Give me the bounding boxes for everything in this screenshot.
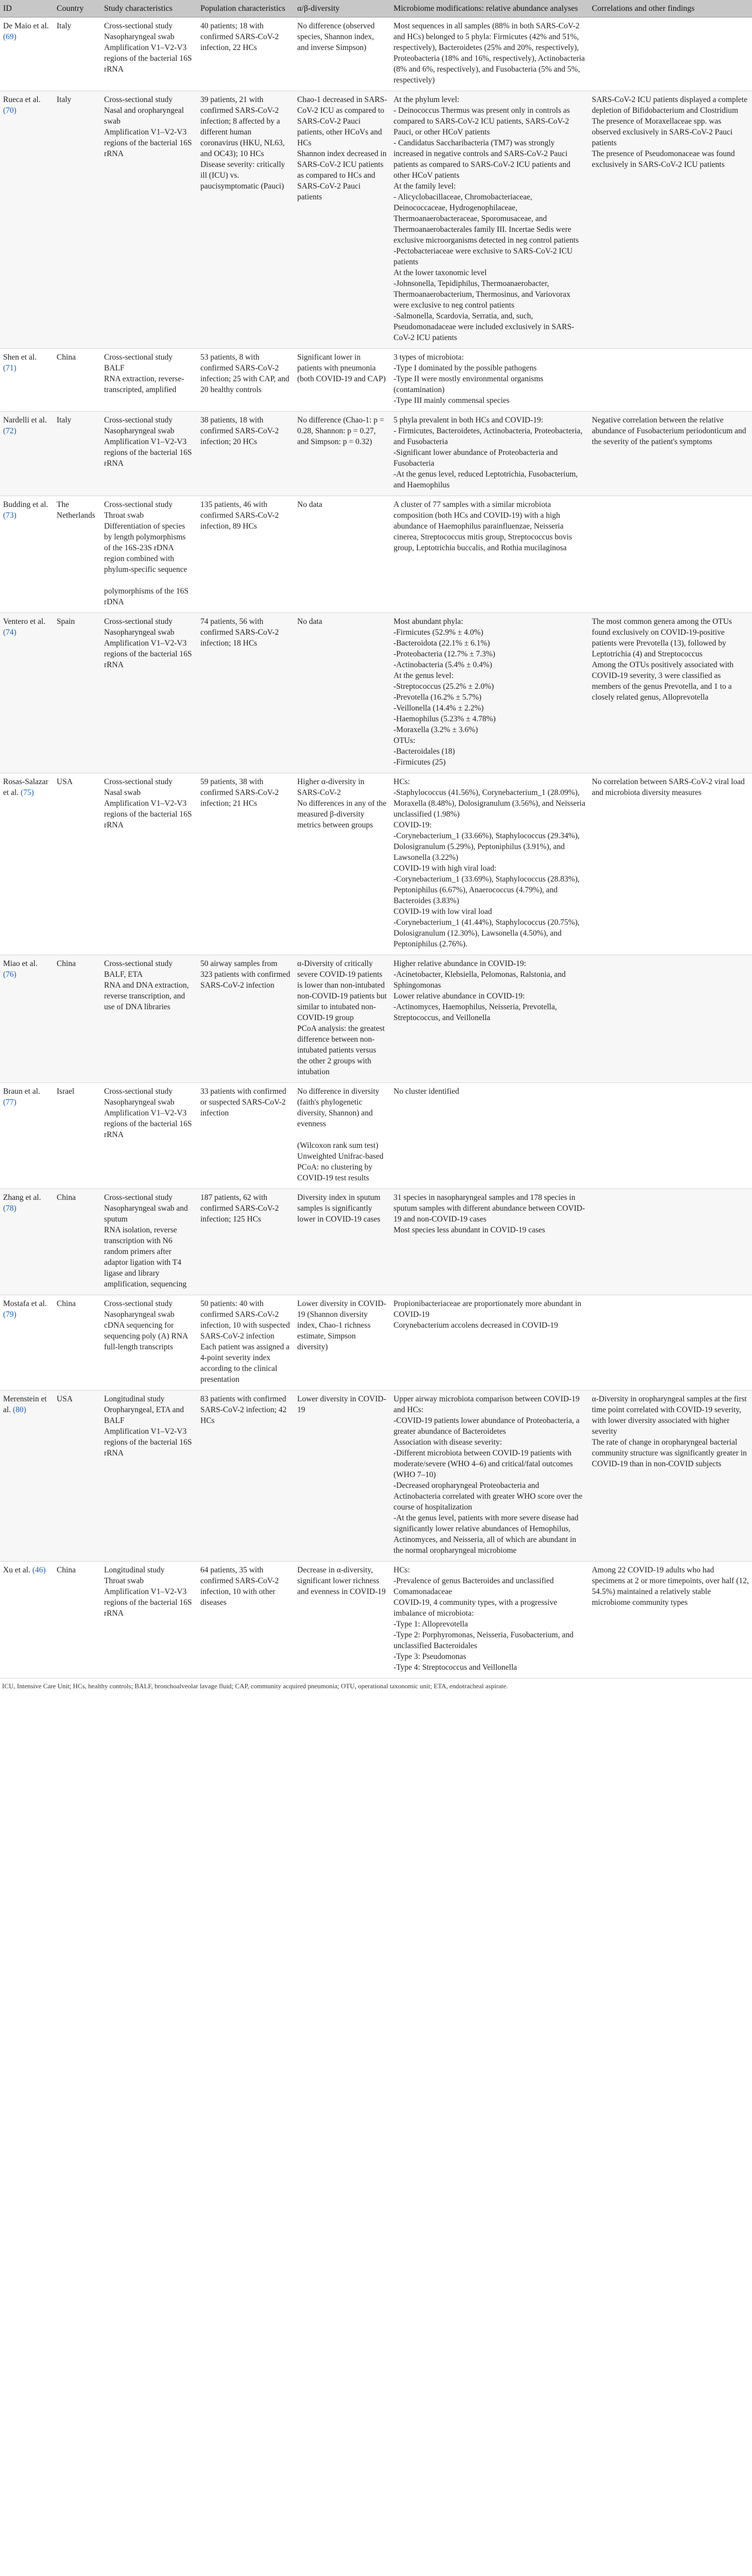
cell-correlations [589,1083,752,1189]
diversity-line: Lower diversity in COVID-19 (Shannon diversity index, Chao-1 richness estimate, Simpson diversity) [297,1299,386,1351]
cell-study [101,955,197,1083]
study-line: Oropharyngeal, ETA and BALF [104,1405,184,1425]
microbiome-line: At the lower taxonomic level [394,268,487,277]
cell-id [0,349,54,412]
study-line: Amplification V1–V2-V3 regions of the bacterial 16S rRNA [104,1427,192,1458]
cell-population [197,496,294,613]
cell-study [101,1083,197,1189]
table-row [0,91,752,349]
cell-population [197,773,294,955]
study-line: Longitudinal study [104,1566,165,1574]
study-line: Cross-sectional study [104,416,173,425]
cell-diversity [294,1562,390,1679]
microbiome-line: HCs: [394,1566,410,1574]
microbiome-line: -Bacteroidota (22.1% ± 6.1%) [394,639,490,648]
correlations-line: The most common genera among the OTUs found exclusively on COVID-19-positive patients were Prevotella (13), followed by Leptotrichia (4) and Streptococcus [592,617,732,658]
table-row [0,18,752,91]
cell-study [101,1391,197,1562]
study-line: cDNA sequencing for sequencing poly (A) RNA full-length transcripts [104,1321,188,1351]
diversity-line: Diversity index in sputum samples is significantly lower in COVID-19 cases [297,1193,381,1224]
microbiome-line: -Actinomyces, Haemophilus, Neisseria, Prevotella, Streptococcus, and Veillonella [394,1003,557,1022]
header-study: Study characteristics [101,0,197,18]
study-line: Amplification V1–V2-V3 regions of the bacterial 16S rRNA [104,43,192,74]
cell-correlations [589,773,752,955]
cell-correlations [589,613,752,773]
study-line: Longitudinal study [104,1395,165,1403]
microbiome-line: - Firmicutes, Bacteroidetes, Actinobacteria, Proteobacteria, and Fusobacteria [394,427,583,446]
header-diversity: α/β-diversity [294,0,390,18]
table-body [0,18,752,1679]
population-line: 40 patients; 18 with confirmed SARS-CoV-2 infection, 22 HCs [200,22,279,52]
study-line: Nasopharyngeal swab [104,628,175,637]
diversity-line [297,1129,387,1140]
cell-correlations [589,1391,752,1562]
study-line: Differentiation of species by length polymorphisms of the 16S-23S rDNA region combined with phylum-specific sequence [104,522,187,574]
header-country: Country [54,0,101,18]
microbiome-line: -Staphylococcus (41.56%), Corynebacterium_1 (28.09%), Moraxella (8.48%), Dolosigranulum (3.56%), and Neisseria unclassified (1.98%) [394,788,586,819]
study-line: Amplification V1–V2-V3 regions of the bacterial 16S rRNA [104,1587,192,1618]
study-id: Braun et al. [3,1087,40,1096]
study-line: Nasopharyngeal swab [104,427,175,435]
microbiome-line: -Prevalence of genus Bacteroides and unclassified Comamonadaceae [394,1577,554,1596]
cell-country: Israel [54,1083,101,1189]
cell-population [197,412,294,496]
cell-microbiome [390,412,589,496]
cell-id [0,955,54,1083]
microbiome-line: Propionibacteriaceae are proportionately more abundant in COVID-19 [394,1299,582,1319]
cell-diversity [294,1189,390,1295]
study-line: Nasopharyngeal swab [104,1098,175,1107]
microbiome-line: -Type 2: Porphyromonas, Neisseria, Fusobacterium, and unclassified Bacteroidales [394,1631,574,1650]
correlations-line: The presence of Moraxellaceae spp. was observed exclusively in SARS-CoV-2 Pauci patients [592,117,733,147]
cell-country: China [54,1189,101,1295]
diversity-line: Decrease in α-diversity, significant lower richness and evenness in COVID-19 [297,1566,386,1596]
correlations-line: α-Diversity in oropharyngeal samples at the first time point correlated with COVID-19 severity, with lower diversity associated with higher severity [592,1395,747,1436]
microbiome-line: At the family level: [394,182,456,191]
cell-microbiome [390,91,589,349]
microbiome-line: -Bacteroidales (18) [394,747,455,756]
study-line: polymorphisms of the 16S rDNA [104,587,189,606]
cell-correlations [589,955,752,1083]
cell-country: USA [54,1391,101,1562]
microbiome-line: -Type 1: Alloprevotella [394,1620,468,1629]
study-id: Rueca et al. [3,95,41,104]
study-line: Amplification V1–V2-V3 regions of the bacterial 16S rRNA [104,799,192,829]
population-line: 187 patients, 62 with confirmed SARS-CoV-2 infection; 125 HCs [200,1193,279,1224]
table-row [0,349,752,412]
study-line: Cross-sectional study [104,1299,173,1308]
population-line: 38 patients, 18 with confirmed SARS-CoV-2 infection; 20 HCs [200,416,279,446]
population-line: 50 patients: 40 with confirmed SARS-CoV-2 infection, 10 with suspected SARS-CoV-2 infection [200,1299,290,1341]
table-footnote: ICU, Intensive Care Unit; HCs, healthy controls; BALF, bronchoalveolar lavage fluid; CAP, community acquired pneumonia; OTU, operational taxonomic unit; ETA, endotracheal aspirate. [2,1682,508,1690]
study-line: Nasopharyngeal swab [104,1310,175,1319]
diversity-line: (Wilcoxon rank sum test) [297,1141,379,1150]
citation-link[interactable]: (72) [3,427,16,435]
microbiome-line: HCs: [394,777,410,786]
microbiome-line: -Corynebacterium_1 (33.66%), Staphylococcus (29.34%), Dolosigranulum (5.29%), Peptoniphilus (3.91%), and Lawsonella (3.22%) [394,832,580,862]
cell-microbiome [390,1189,589,1295]
microbiome-line: -Decreased oropharyngeal Proteobacteria and Actinobacteria correlated with greater WHO score over the course of hospitalization [394,1481,583,1512]
study-line: BALF [104,364,125,372]
cell-microbiome [390,955,589,1083]
study-line: Amplification V1–V2-V3 regions of the bacterial 16S rRNA [104,128,192,158]
study-id: Xu et al. [3,1566,30,1574]
study-line: Nasopharyngeal swab and sputum [104,1204,188,1224]
header-correlations: Correlations and other findings [589,0,752,18]
citation-link[interactable]: (71) [3,364,16,372]
cell-diversity [294,955,390,1083]
diversity-line: No data [297,617,322,626]
correlations-line: The presence of Pseudomonaceae was found exclusively in SARS-CoV-2 ICU patients [592,149,735,169]
cell-correlations [589,412,752,496]
study-id: Nardelli et al. [3,416,47,425]
study-line: Throat swab [104,511,144,520]
microbiome-line: At the genus level: [394,671,454,680]
study-line [104,575,194,586]
cell-id [0,496,54,613]
cell-microbiome [390,613,589,773]
cell-id [0,613,54,773]
study-line: Cross-sectional study [104,353,173,362]
cell-study [101,1295,197,1391]
table-row [0,773,752,955]
cell-country: Italy [54,91,101,349]
cell-study [101,613,197,773]
cell-microbiome [390,1391,589,1562]
microbiome-line: -Johnsonella, Tepidiphilus, Thermoanaerobacter, Thermoanaerobacterium, Thermosinus, and Variovorax were exclusive to neg control patients [394,279,571,310]
microbiome-line: A cluster of 77 samples with a similar microbiota composition (both HCs and COVID-19) with a high abundance of Haemophilus parainfluenzae, Neisseria cinerea, Streptococcus mitis group, Streptococcus bovis group, Leptotrichia buccalis, and Rothia mucilaginosa [394,500,572,552]
study-id: Shen et al. [3,353,37,362]
study-id: Mostafa et al. [3,1299,47,1308]
study-line: Amplification V1–V2-V3 regions of the bacterial 16S rRNA [104,1109,192,1139]
microbiome-line: -Prevotella (16.2% ± 5.7%) [394,693,482,702]
cell-country: Spain [54,613,101,773]
table-row [0,1391,752,1562]
table-row [0,496,752,613]
study-id: Budding et al. [3,500,48,509]
study-id: De Maio et al. [3,22,49,30]
microbiome-line: -Different microbiota between COVID-19 patients with moderate/severe (WHO 4–6) and critical/fatal outcomes (WHO 7–10) [394,1449,573,1479]
microbiome-line: -At the genus level, patients with more severe disease had significantly lower relative abundances of Hemophilus, Actinomyces, and Neisseria, all of which are abundant in the normal oropharyngeal microbiome [394,1514,578,1555]
cell-id [0,1189,54,1295]
study-id: Merenstein et al. [3,1395,47,1414]
microbiome-line: -Significant lower abundance of Proteobacteria and Fusobacteria [394,448,558,468]
diversity-line: No difference (Chao-1: p = 0.28, Shannon: p = 0.27, and Simpson: p = 0.32) [297,416,384,446]
cell-correlations [589,1295,752,1391]
table-row [0,1083,752,1189]
microbiome-line: 3 types of microbiota: [394,353,464,362]
cell-correlations [589,1562,752,1679]
diversity-line: No data [297,500,322,509]
population-line: 33 patients with confirmed or suspected SARS-CoV-2 infection [200,1087,286,1117]
study-line: Cross-sectional study [104,1087,173,1096]
microbiome-line: -Corynebacterium_1 (33.69%), Staphylococcus (28.83%), Peptoniphilus (6.67%), Anaerococcus (4.79%), and Bacteroides (3.83%) [394,875,580,905]
study-line: Cross-sectional study [104,1193,173,1202]
cell-microbiome [390,1083,589,1189]
cell-study [101,18,197,91]
study-line: RNA and DNA extraction, reverse transcription, and use of DNA libraries [104,981,189,1011]
cell-id [0,1083,54,1189]
microbiome-line: -Salmonella, Scardovia, Serratia, and, such, Pseudomonadaceae were included exclusively in SARS-CoV-2 ICU patients [394,312,574,342]
citation-link[interactable]: (80) [12,1405,26,1414]
cell-id [0,1391,54,1562]
correlations-line: Negative correlation between the relative abundance of Fusobacterium periodonticum and the severity of the patient's symptoms [592,416,746,446]
diversity-line: No difference (observed species, Shannon index, and inverse Simpson) [297,22,375,52]
citation-link[interactable]: (75) [21,788,34,797]
microbiome-line: -Moraxella (3.2% ± 3.6%) [394,725,478,734]
study-line: Cross-sectional study [104,617,173,626]
correlations-line: SARS-CoV-2 ICU patients displayed a complete depletion of Bifidobacterium and Clostridium [592,95,748,115]
cell-diversity [294,1391,390,1562]
diversity-line: No difference in diversity (faith's phylogenetic diversity, Shannon) and evenness [297,1087,380,1128]
diversity-line: No differences in any of the measured β-diversity metrics between groups [297,799,387,829]
study-line: Cross-sectional study [104,959,173,968]
microbiome-line: -Streptococcus (25.2% ± 2.0%) [394,682,494,691]
table-row [0,412,752,496]
table-row [0,955,752,1083]
citation-link[interactable]: (69) [3,32,16,41]
cell-diversity [294,91,390,349]
microbiome-line: COVID-19 with high viral load: [394,864,497,873]
cell-id [0,18,54,91]
citation-link[interactable]: (74) [3,628,16,637]
diversity-line: Higher α-diversity in SARS-CoV-2 [297,777,365,797]
microbiome-line: -Actinobacteria (5.4% ± 0.4%) [394,660,492,669]
diversity-line: Shannon index decreased in SARS-CoV-2 ICU patients as compared to HCs and SARS-CoV-2 Pauci patients [297,149,387,201]
study-line: Cross-sectional study [104,95,173,104]
cell-correlations [589,496,752,613]
cell-population [197,613,294,773]
cell-population [197,955,294,1083]
microbiome-line: Corynebacterium accolens decreased in COVID-19 [394,1321,558,1330]
table-row [0,1295,752,1391]
study-line: BALF, ETA [104,970,143,979]
diversity-line: PCoA analysis: the greatest difference between non-intubated patients versus the other 2 groups with intubation [297,1024,385,1076]
cell-population [197,18,294,91]
study-id: Zhang et al. [3,1193,41,1202]
study-line: Nasal swab [104,788,141,797]
cell-country: China [54,1562,101,1679]
microbiome-line: COVID-19, 4 community types, with a progressive imbalance of microbiota: [394,1598,557,1618]
population-line: 39 patients, 21 with confirmed SARS-CoV-2 infection; 8 affected by a different human coronavirus (HKU, NL63, and OC43); 10 HCs [200,95,285,158]
citation-link[interactable]: (76) [3,970,16,979]
microbiome-line: -Type I dominated by the possible pathogens [394,364,537,372]
microbiome-line: -Firmicutes (25) [394,758,446,767]
cell-country: Italy [54,412,101,496]
cell-diversity [294,613,390,773]
cell-country: China [54,955,101,1083]
microbiome-line: OTUs: [394,736,416,745]
cell-study [101,1189,197,1295]
study-line: Cross-sectional study [104,22,173,30]
study-id: Rosas-Salazar et al. [3,777,48,797]
cell-population [197,1295,294,1391]
cell-diversity [294,412,390,496]
citation-link[interactable]: (79) [3,1310,16,1319]
study-line: Throat swab [104,1577,144,1585]
microbiome-line: 31 species in nasopharyngeal samples and 178 species in sputum samples with different abundance between COVID-19 and non-COVID-19 cases [394,1193,585,1224]
population-line: 50 airway samples from 323 patients with confirmed SARS-CoV-2 infection [200,959,290,990]
population-line: 64 patients, 35 with confirmed SARS-CoV-2 infection, 10 with other diseases [200,1566,279,1607]
cell-study [101,773,197,955]
microbiome-line: -Type II were mostly environmental organisms (contamination) [394,375,543,394]
cell-diversity [294,1083,390,1189]
microbiome-line: -Veillonella (14.4% ± 2.2%) [394,704,484,713]
cell-country: The Netherlands [54,496,101,613]
study-id: Ventero et al. [3,617,46,626]
microbiome-line: -Type 4: Streptococcus and Veillonella [394,1663,517,1672]
correlations-line: The rate of change in oropharyngeal bacterial community structure was significantly greater in COVID-19 than in non-COVID subjects [592,1438,747,1468]
microbiome-line: Upper airway microbiota comparison between COVID-19 and HCs: [394,1395,580,1414]
cell-microbiome [390,349,589,412]
cell-correlations [589,349,752,412]
citation-link[interactable]: (70) [3,106,16,115]
study-id: Miao et al. [3,959,38,968]
microbiome-line: Most sequences in all samples (88% in both SARS-CoV-2 and HCs) belonged to 5 phyla: Firmicutes (42% and 51%, respectively), Bacteroidetes (25% and 20%, respectively), Proteobacteria (18% and 16%, respectively), Actinobacteria (8% and 6%, respectively), and Fusobacteria (5% and 5%, respectively) [394,22,585,84]
microbiome-line: -Type 3: Pseudomonas [394,1652,466,1661]
microbiome-line: - Candidatus Saccharibacteria (TM7) was strongly increased in negative controls and SARS-CoV-2 Pauci patients as compared to SARS-CoV-2 ICU patients and other HCoV patients [394,139,571,180]
table-row [0,613,752,773]
population-line: Disease severity: critically ill (ICU) vs. paucisymptomatic (Pauci) [200,160,285,191]
study-line: Nasal and oropharyngeal swab [104,106,184,126]
microbiome-line: Most species less abundant in COVID-19 cases [394,1226,545,1234]
microbiome-line: 5 phyla prevalent in both HCs and COVID-19: [394,416,543,425]
study-line: RNA extraction, reverse-transcripted, amplified [104,375,184,394]
population-line: 59 patients, 38 with confirmed SARS-CoV-2 infection; 21 HCs [200,777,279,808]
diversity-line: Chao-1 decreased in SARS-CoV-2 ICU as compared to SARS-CoV-2 Pauci patients, other HCoVs and HCs [297,95,387,147]
cell-microbiome [390,496,589,613]
citation-link[interactable]: (77) [3,1098,16,1107]
microbiome-line: - Deinococcus Thermus was present only in controls as compared to SARS-CoV-2 ICU patients, SARS-CoV-2 Pauci, or other HCoV patients [394,106,570,137]
microbiome-line: Higher relative abundance in COVID-19: [394,959,526,968]
cell-study [101,496,197,613]
microbiome-line: -Haemophilus (5.23% ± 4.78%) [394,715,496,723]
cell-study [101,91,197,349]
table-header-row [0,0,752,18]
cell-study [101,349,197,412]
study-line: Nasopharyngeal swab [104,32,175,41]
cell-population [197,91,294,349]
cell-diversity [294,1295,390,1391]
cell-microbiome [390,1562,589,1679]
cell-country: China [54,1295,101,1391]
cell-population [197,1189,294,1295]
citation-link[interactable]: (78) [3,1204,16,1213]
study-line: Cross-sectional study [104,777,173,786]
microbiome-line: -Pectobacteriaceae were exclusive to SARS-CoV-2 ICU patients [394,247,573,266]
microbiome-line: - Alicyclobacillaceae, Chromobacteriaceae, Deinococcaceae, Hydrogenophilaceae, Thermoanaerobacteraceae, Sporomusaceae, and Thermoanaerobacterales family III. Incertae Sedis were exclusive microorganisms detected in neg control patients [394,193,579,245]
microbiome-line: -Type III mainly commensal species [394,396,510,405]
diversity-line: Lower diversity in COVID-19 [297,1395,386,1414]
cell-correlations [589,18,752,91]
cell-country: China [54,349,101,412]
population-line: 83 patients with confirmed SARS-CoV-2 infection; 42 HCs [200,1395,287,1425]
microbiome-line: -Firmicutes (52.9% ± 4.0%) [394,628,484,637]
cell-diversity [294,496,390,613]
diversity-line: Significant lower in patients with pneumonia (both COVID-19 and CAP) [297,353,386,383]
microbiome-line: -Proteobacteria (12.7% ± 7.3%) [394,650,495,658]
table-row [0,1189,752,1295]
microbiome-line: -At the genus level, reduced Leptotrichia, Fusobacterium, and Haemophilus [394,470,578,489]
cell-diversity [294,773,390,955]
population-line: 53 patients, 8 with confirmed SARS-CoV-2 infection; 25 with CAP, and 20 healthy controls [200,353,289,394]
diversity-line: α-Diversity of critically severe COVID-19 patients is lower than non-intubated non-COVID-19 patients but similar to intubated non-COVID-19 group [297,959,387,1022]
cell-id [0,91,54,349]
microbiome-line: -COVID-19 patients lower abundance of Proteobacteria, a greater abundance of Bacteroidetes [394,1416,580,1436]
header-population: Population characteristics [197,0,294,18]
correlations-line: No correlation between SARS-CoV-2 viral load and microbiota diversity measures [592,777,745,797]
cell-microbiome [390,18,589,91]
cell-diversity [294,18,390,91]
cell-study [101,1562,197,1679]
microbiome-line: COVID-19: [394,821,432,829]
microbiome-line: Lower relative abundance in COVID-19: [394,992,525,1001]
microbiome-line: Most abundant phyla: [394,617,464,626]
population-line: 135 patients, 46 with confirmed SARS-CoV-2 infection, 89 HCs [200,500,279,531]
header-microbiome: Microbiome modifications: relative abundance analyses [390,0,589,18]
microbiome-line: Association with disease severity: [394,1438,502,1447]
study-line: Amplification V1–V2-V3 regions of the bacterial 16S rRNA [104,639,192,669]
cell-id [0,773,54,955]
cell-study [101,412,197,496]
microbiome-line: COVID-19 with low viral load [394,907,492,916]
population-line: 74 patients, 56 with confirmed SARS-CoV-2 infection; 18 HCs [200,617,279,648]
cell-country: Italy [54,18,101,91]
citation-link[interactable]: (73) [3,511,16,520]
microbiome-line: No cluster identified [394,1087,459,1096]
cell-correlations [589,1189,752,1295]
cell-id [0,1562,54,1679]
cell-microbiome [390,773,589,955]
cell-diversity [294,349,390,412]
cell-country: USA [54,773,101,955]
cell-id [0,1295,54,1391]
cell-correlations [589,91,752,349]
study-line: Cross-sectional study [104,500,173,509]
cell-microbiome [390,1295,589,1391]
cell-population [197,349,294,412]
microbiome-line: At the phylum level: [394,95,459,104]
cell-id [0,412,54,496]
cell-population [197,1083,294,1189]
diversity-line: Unweighted Unifrac-based PCoA: no clustering by COVID-19 test results [297,1152,384,1182]
study-line: RNA isolation, reverse transcription with N6 random primers after adaptor ligation with T4 ligase and library amplification, sequencing [104,1226,187,1289]
citation-link[interactable]: (46) [32,1566,46,1574]
correlations-line: Among the OTUs positively associated with COVID-19 severity, 3 were classified as members of the genus Prevotella, and 1 to a closely related genus, Alloprevotella [592,660,734,702]
cell-population [197,1562,294,1679]
correlations-line: Among 22 COVID-19 adults who had specimens at 2 or more timepoints, over half (12, 54.5%) maintained a relatively stable microbiome community types [592,1566,749,1607]
microbiome-line: -Corynebacterium_1 (41.44%), Staphylococcus (20.75%), Dolosigranulum (12.30%), Lawsonella (4.50%), and Peptoniphilus (2.76%). [394,918,580,948]
header-id: ID [0,0,54,18]
cell-population [197,1391,294,1562]
population-line: Each patient was assigned a 4-point severity index according to the clinical presentation [200,1343,290,1384]
study-line: Amplification V1–V2-V3 regions of the bacterial 16S rRNA [104,437,192,468]
microbiome-line: -Acinetobacter, Klebsiella, Pelomonas, Ralstonia, and Sphingomonas [394,970,566,990]
table-row [0,1562,752,1679]
